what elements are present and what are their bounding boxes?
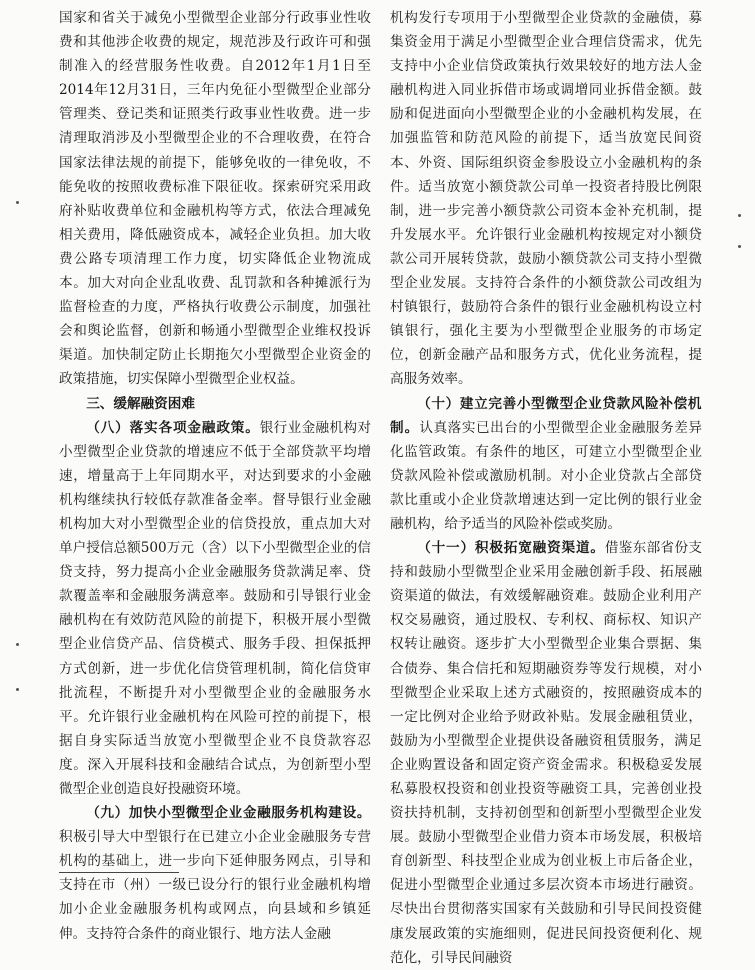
paragraph-item-10 [390, 392, 702, 537]
paragraph-item-8 [59, 416, 371, 802]
footer-rule [59, 872, 179, 873]
left-column [59, 6, 371, 946]
item-10-body: 认真落实已出台的小型微型企业金融服务差异化监管政策。有条件的地区，可建立小型微型企业贷款风险补偿或激励机制。对小企业贷款占全部贷款比重或小企业贷款增速达到一定比例的银行业金融机构，给予适当的风险补偿或奖励。 [390, 419, 703, 532]
paragraph-item-9 [59, 801, 371, 946]
section-heading-financing: 三、缓解融资困难 [86, 395, 195, 412]
margin-speck [16, 201, 19, 204]
margin-speck [16, 643, 19, 646]
item-8-title: （八）落实各项金融政策。 [86, 419, 260, 436]
right-column [390, 6, 702, 970]
item-9-body: 积极引导大中型银行在已建立小企业金融服务专营机构的基础上，进一步向下延伸服务网点，引导和支持在市（州）一级已设分行的银行业金融机构增加小企业金融服务机构或网点，向县域和乡镇延伸。支持符合条件的商业银行、地方法人金融 [59, 829, 371, 942]
item-8-body: 银行业金融机构对小型微型企业贷款的增速应不低于全部贷款平均增速，增量高于上年同期水平，对达到要求的小金融机构继续执行较低存款准备金率。督导银行业金融机构加大对小型微型企业的信贷投放，重点加大对单户授信总额500万元（含）以下小型微型企业的信贷支持，努力提高小企业金融服务贷款满足率、贷款覆盖率和金融服务满意率。鼓励和引导银行业金融机构在有效防范风险的前提下，积极开展小型微型企业信贷产品、信贷模式、服务手段、担保抵押方式创新，进一步优化信贷管理机制，简化信贷审批流程，不断提升对小型微型企业的金融服务水平。允许银行业金融机构在风险可控的前提下，根据自身实际适当放宽小型微型企业不良贷款容忍度。深入开展科技和金融结合试点，为创新型小型微型企业创造良好投融资环境。 [59, 419, 372, 797]
paragraph-fee-reduction: 国家和省关于减免小型微型企业部分行政事业性收费和其他涉企收费的规定，规范涉及行政许可和强制准入的经营服务性收费。自2012年1月1日至2014年12月31日，三年内免征小型微型企业部分管理类、登记类和证照类行政事业性收费。进一步清理取消涉及小型微型企业的不合理收费，在符合国家法律法规的前提下，能够免收的一律免收，不能免收的按照收费标准下限征收。探索研究采用政府补贴收费单位和金融机构等方式，依法合理减免相关费用，降低融资成本，减轻企业负担。加大收费公路专项清理工作力度，切实降低企业物流成本。加大对向企业乱收费、乱罚款和各种摊派行为监督检查的力度，严格执行收费公示制度，加强社会和舆论监督，创新和畅通小型微型企业维权投诉渠道。加快制定防止长期拖欠小型微型企业资金的政策措施，切实保障小型微型企业权益。 [59, 10, 371, 388]
item-10-title: （十）建立完善小型微型企业贷款风险补偿机制。 [390, 395, 702, 436]
paragraph-item-11 [390, 536, 702, 970]
item-11-body: 借鉴东部省份支持和鼓励小型微型企业采用金融创新手段、拓展融资渠道的做法，有效缓解融资难。鼓励企业利用产权交易融资，通过股权、专利权、商标权、知识产权转让融资。逐步扩大小型微型企业集合票据、集合债券、集合信托和短期融资券等发行规模，对小型微型企业采取上述方式融资的，按照融资成本的一定比例对企业给予财政补贴。发展金融租赁业，鼓励为小型微型企业提供设备融资租赁服务，满足企业购置设备和固定资产资金需求。积极稳妥发展私募股权投资和创业投资等融资工具，完善创业投资扶持机制，支持初创型和创新型小型微型企业发展。鼓励小型微型企业借力资本市场发展，积极培育创新型、科技型企业成为创业板上市后备企业，促进小型微型企业通过多层次资本市场进行融资。尽快出台贯彻落实国家有关鼓励和引导民间投资健康发展政策的实施细则，促进民间投资便利化、规范化，引导民间融资 [390, 540, 703, 966]
margin-speck [738, 214, 741, 217]
item-11-title: （十一）积极拓宽融资渠道。 [417, 540, 605, 557]
paragraph-financial-institutions: 机构发行专项用于小型微型企业贷款的金融债，募集资金用于满足小型微型企业合理信贷需求，优先支持中小企业信贷政策执行效果较好的地方法人金融机构进入同业拆借市场或调增同业拆借金额。鼓励和促进面向小型微型企业的小金融机构发展，在加强监管和防范风险的前提下，适当放宽民间资本、外资、国际组织资金参股设立小金融机构的条件。适当放宽小额贷款公司单一投资者持股比例限制，进一步完善小额贷款公司资本金补充机制，提升发展水平。允许银行业金融机构按规定对小额贷款公司开展转贷款，鼓励小额贷款公司支持小型微型企业发展。支持符合条件的小额贷款公司改组为村镇银行，鼓励符合条件的银行业金融机构设立村镇银行，强化主要为小型微型企业服务的市场定位，创新金融产品和服务方式，优化业务流程，提高服务效率。 [390, 10, 702, 388]
margin-speck [16, 688, 19, 691]
item-9-title: （九）加快小型微型企业金融服务机构建设。 [86, 805, 371, 822]
margin-speck [738, 245, 741, 248]
